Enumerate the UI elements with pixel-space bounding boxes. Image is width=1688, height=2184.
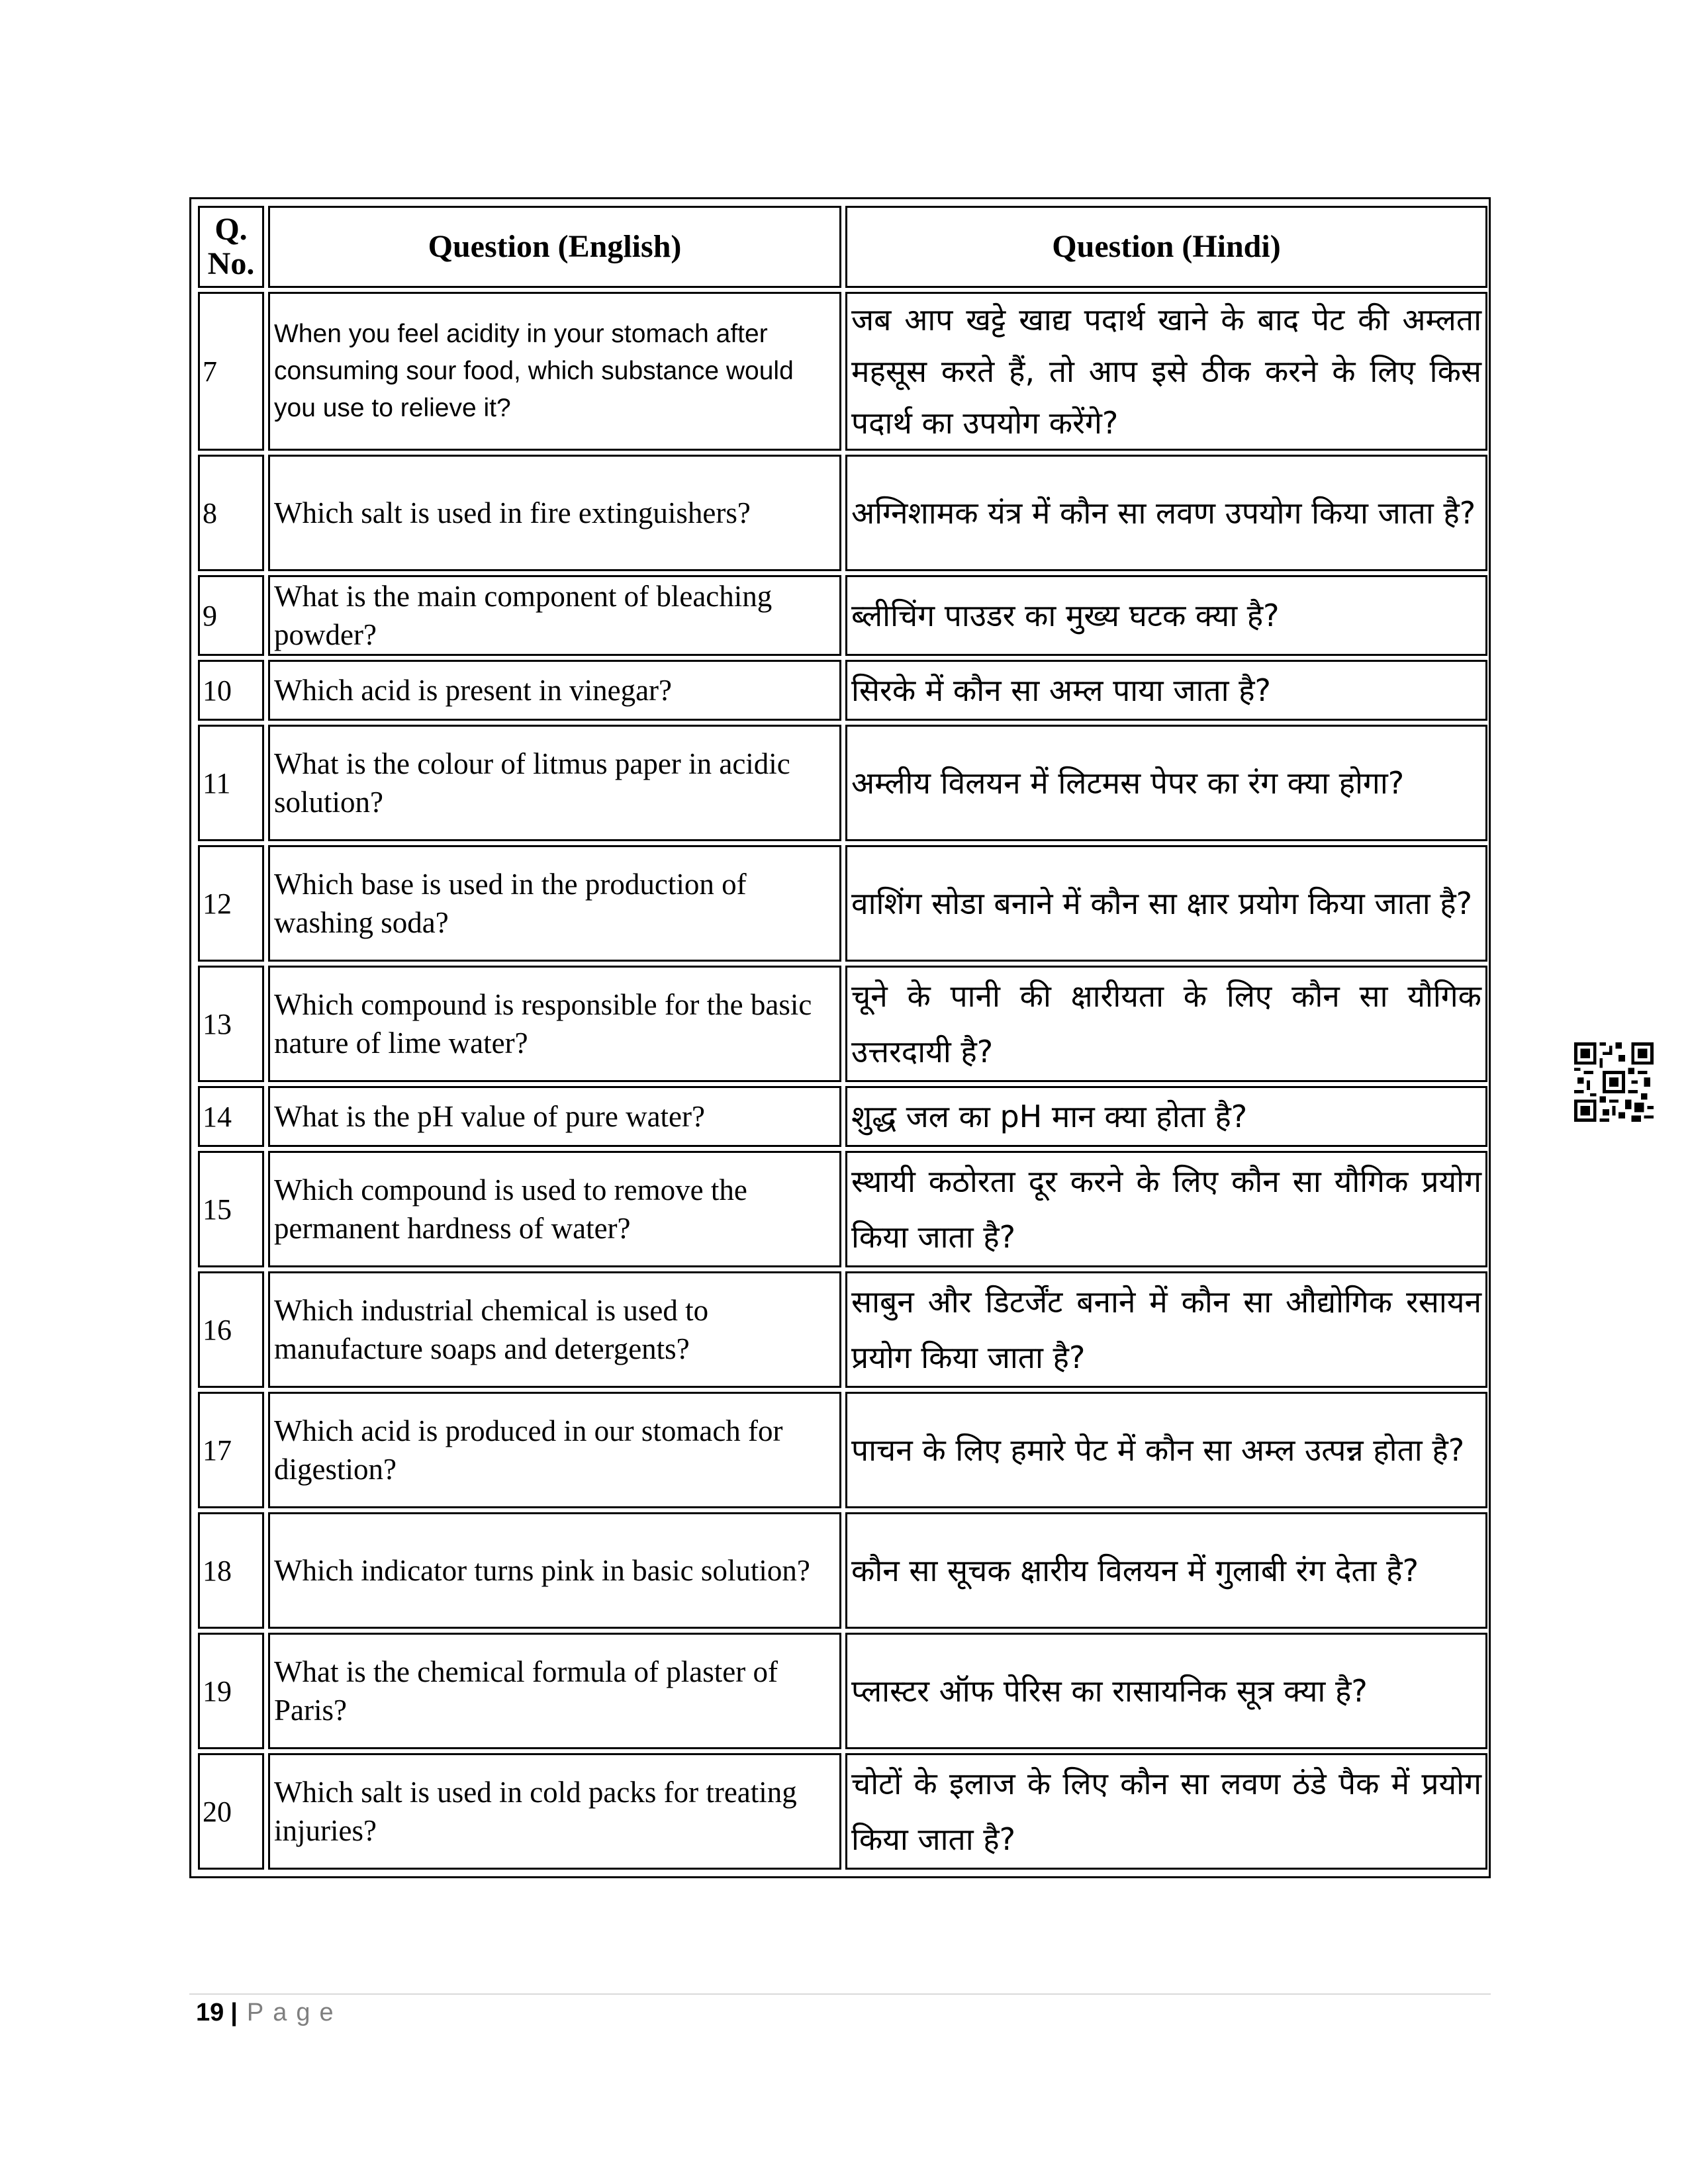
table-row	[198, 455, 1487, 571]
question-number: 20	[198, 1753, 264, 1870]
question-number: 13	[198, 966, 264, 1082]
question-hindi: साबुन और डिटर्जेंट बनाने में कौन सा औद्योगिक रसायन प्रयोग किया जाता है?	[845, 1271, 1487, 1388]
question-number: 15	[198, 1151, 264, 1267]
question-hindi: स्थायी कठोरता दूर करने के लिए कौन सा यौगिक प्रयोग किया जाता है?	[845, 1151, 1487, 1267]
question-english: Which industrial chemical is used to manufacture soaps and detergents?	[268, 1271, 841, 1388]
question-number: 18	[198, 1512, 264, 1629]
question-english: What is the colour of litmus paper in acidic solution?	[268, 725, 841, 841]
question-english: What is the pH value of pure water?	[268, 1086, 841, 1147]
table-row	[198, 1633, 1487, 1749]
question-hindi: सिरके में कौन सा अम्ल पाया जाता है?	[845, 660, 1487, 721]
table-row	[198, 725, 1487, 841]
question-number: 12	[198, 845, 264, 962]
question-english: Which acid is present in vinegar?	[268, 660, 841, 721]
table-row	[198, 292, 1487, 451]
footer-divider	[189, 1993, 1491, 1995]
question-number: 17	[198, 1392, 264, 1508]
page-number: 19	[196, 1999, 224, 2026]
footer-separator: |	[230, 1999, 238, 2026]
question-number: 10	[198, 660, 264, 721]
qr-code-icon	[1574, 1042, 1654, 1122]
question-english: Which salt is used in cold packs for treating injuries?	[268, 1753, 841, 1870]
question-english: Which compound is used to remove the permanent hardness of water?	[268, 1151, 841, 1267]
question-english: What is the chemical formula of plaster of Paris?	[268, 1633, 841, 1749]
question-hindi: कौन सा सूचक क्षारीय विलयन में गुलाबी रंग देता है?	[845, 1512, 1487, 1629]
question-number: 7	[198, 292, 264, 451]
table-row	[198, 966, 1487, 1082]
question-hindi: ब्लीचिंग पाउडर का मुख्य घटक क्या है?	[845, 575, 1487, 656]
question-number: 11	[198, 725, 264, 841]
question-number: 16	[198, 1271, 264, 1388]
question-hindi: जब आप खट्टे खाद्य पदार्थ खाने के बाद पेट की अम्लता महसूस करते हैं, तो आप इसे ठीक करने के लिए किस पदार्थ का उपयोग करेंगे?	[845, 292, 1487, 451]
table-row	[198, 1392, 1487, 1508]
question-hindi: शुद्ध जल का pH मान क्या होता है?	[845, 1086, 1487, 1147]
questions-table-frame	[189, 197, 1491, 1878]
table-row	[198, 1151, 1487, 1267]
questions-table	[194, 202, 1491, 1874]
page-label: Page	[246, 1999, 343, 2026]
question-english: Which compound is responsible for the basic nature of lime water?	[268, 966, 841, 1082]
question-number: 9	[198, 575, 264, 656]
question-number: 19	[198, 1633, 264, 1749]
question-english: When you feel acidity in your stomach after consuming sour food, which substance would you use to relieve it?	[268, 292, 841, 451]
question-hindi: वाशिंग सोडा बनाने में कौन सा क्षार प्रयोग किया जाता है?	[845, 845, 1487, 962]
question-hindi: अग्निशामक यंत्र में कौन सा लवण उपयोग किया जाता है?	[845, 455, 1487, 571]
header-question-english: Question (English)	[268, 206, 841, 288]
header-q-no: Q. No.	[198, 206, 264, 288]
question-hindi: चूने के पानी की क्षारीयता के लिए कौन सा यौगिक उत्तरदायी है?	[845, 966, 1487, 1082]
header-question-hindi: Question (Hindi)	[845, 206, 1487, 288]
question-english: Which acid is produced in our stomach for digestion?	[268, 1392, 841, 1508]
table-row	[198, 1512, 1487, 1629]
question-english: What is the main component of bleaching powder?	[268, 575, 841, 656]
question-number: 14	[198, 1086, 264, 1147]
page-footer	[196, 1999, 343, 2027]
table-row	[198, 1271, 1487, 1388]
question-english: Which indicator turns pink in basic solution?	[268, 1512, 841, 1629]
question-hindi: पाचन के लिए हमारे पेट में कौन सा अम्ल उत्पन्न होता है?	[845, 1392, 1487, 1508]
question-hindi: प्लास्टर ऑफ पेरिस का रासायनिक सूत्र क्या है?	[845, 1633, 1487, 1749]
table-row	[198, 575, 1487, 656]
table-row	[198, 1086, 1487, 1147]
table-row	[198, 660, 1487, 721]
question-hindi: अम्लीय विलयन में लिटमस पेपर का रंग क्या होगा?	[845, 725, 1487, 841]
table-row	[198, 1753, 1487, 1870]
header-row	[198, 206, 1487, 288]
question-hindi: चोटों के इलाज के लिए कौन सा लवण ठंडे पैक में प्रयोग किया जाता है?	[845, 1753, 1487, 1870]
table-row	[198, 845, 1487, 962]
question-english: Which salt is used in fire extinguishers?	[268, 455, 841, 571]
question-number: 8	[198, 455, 264, 571]
question-english: Which base is used in the production of washing soda?	[268, 845, 841, 962]
